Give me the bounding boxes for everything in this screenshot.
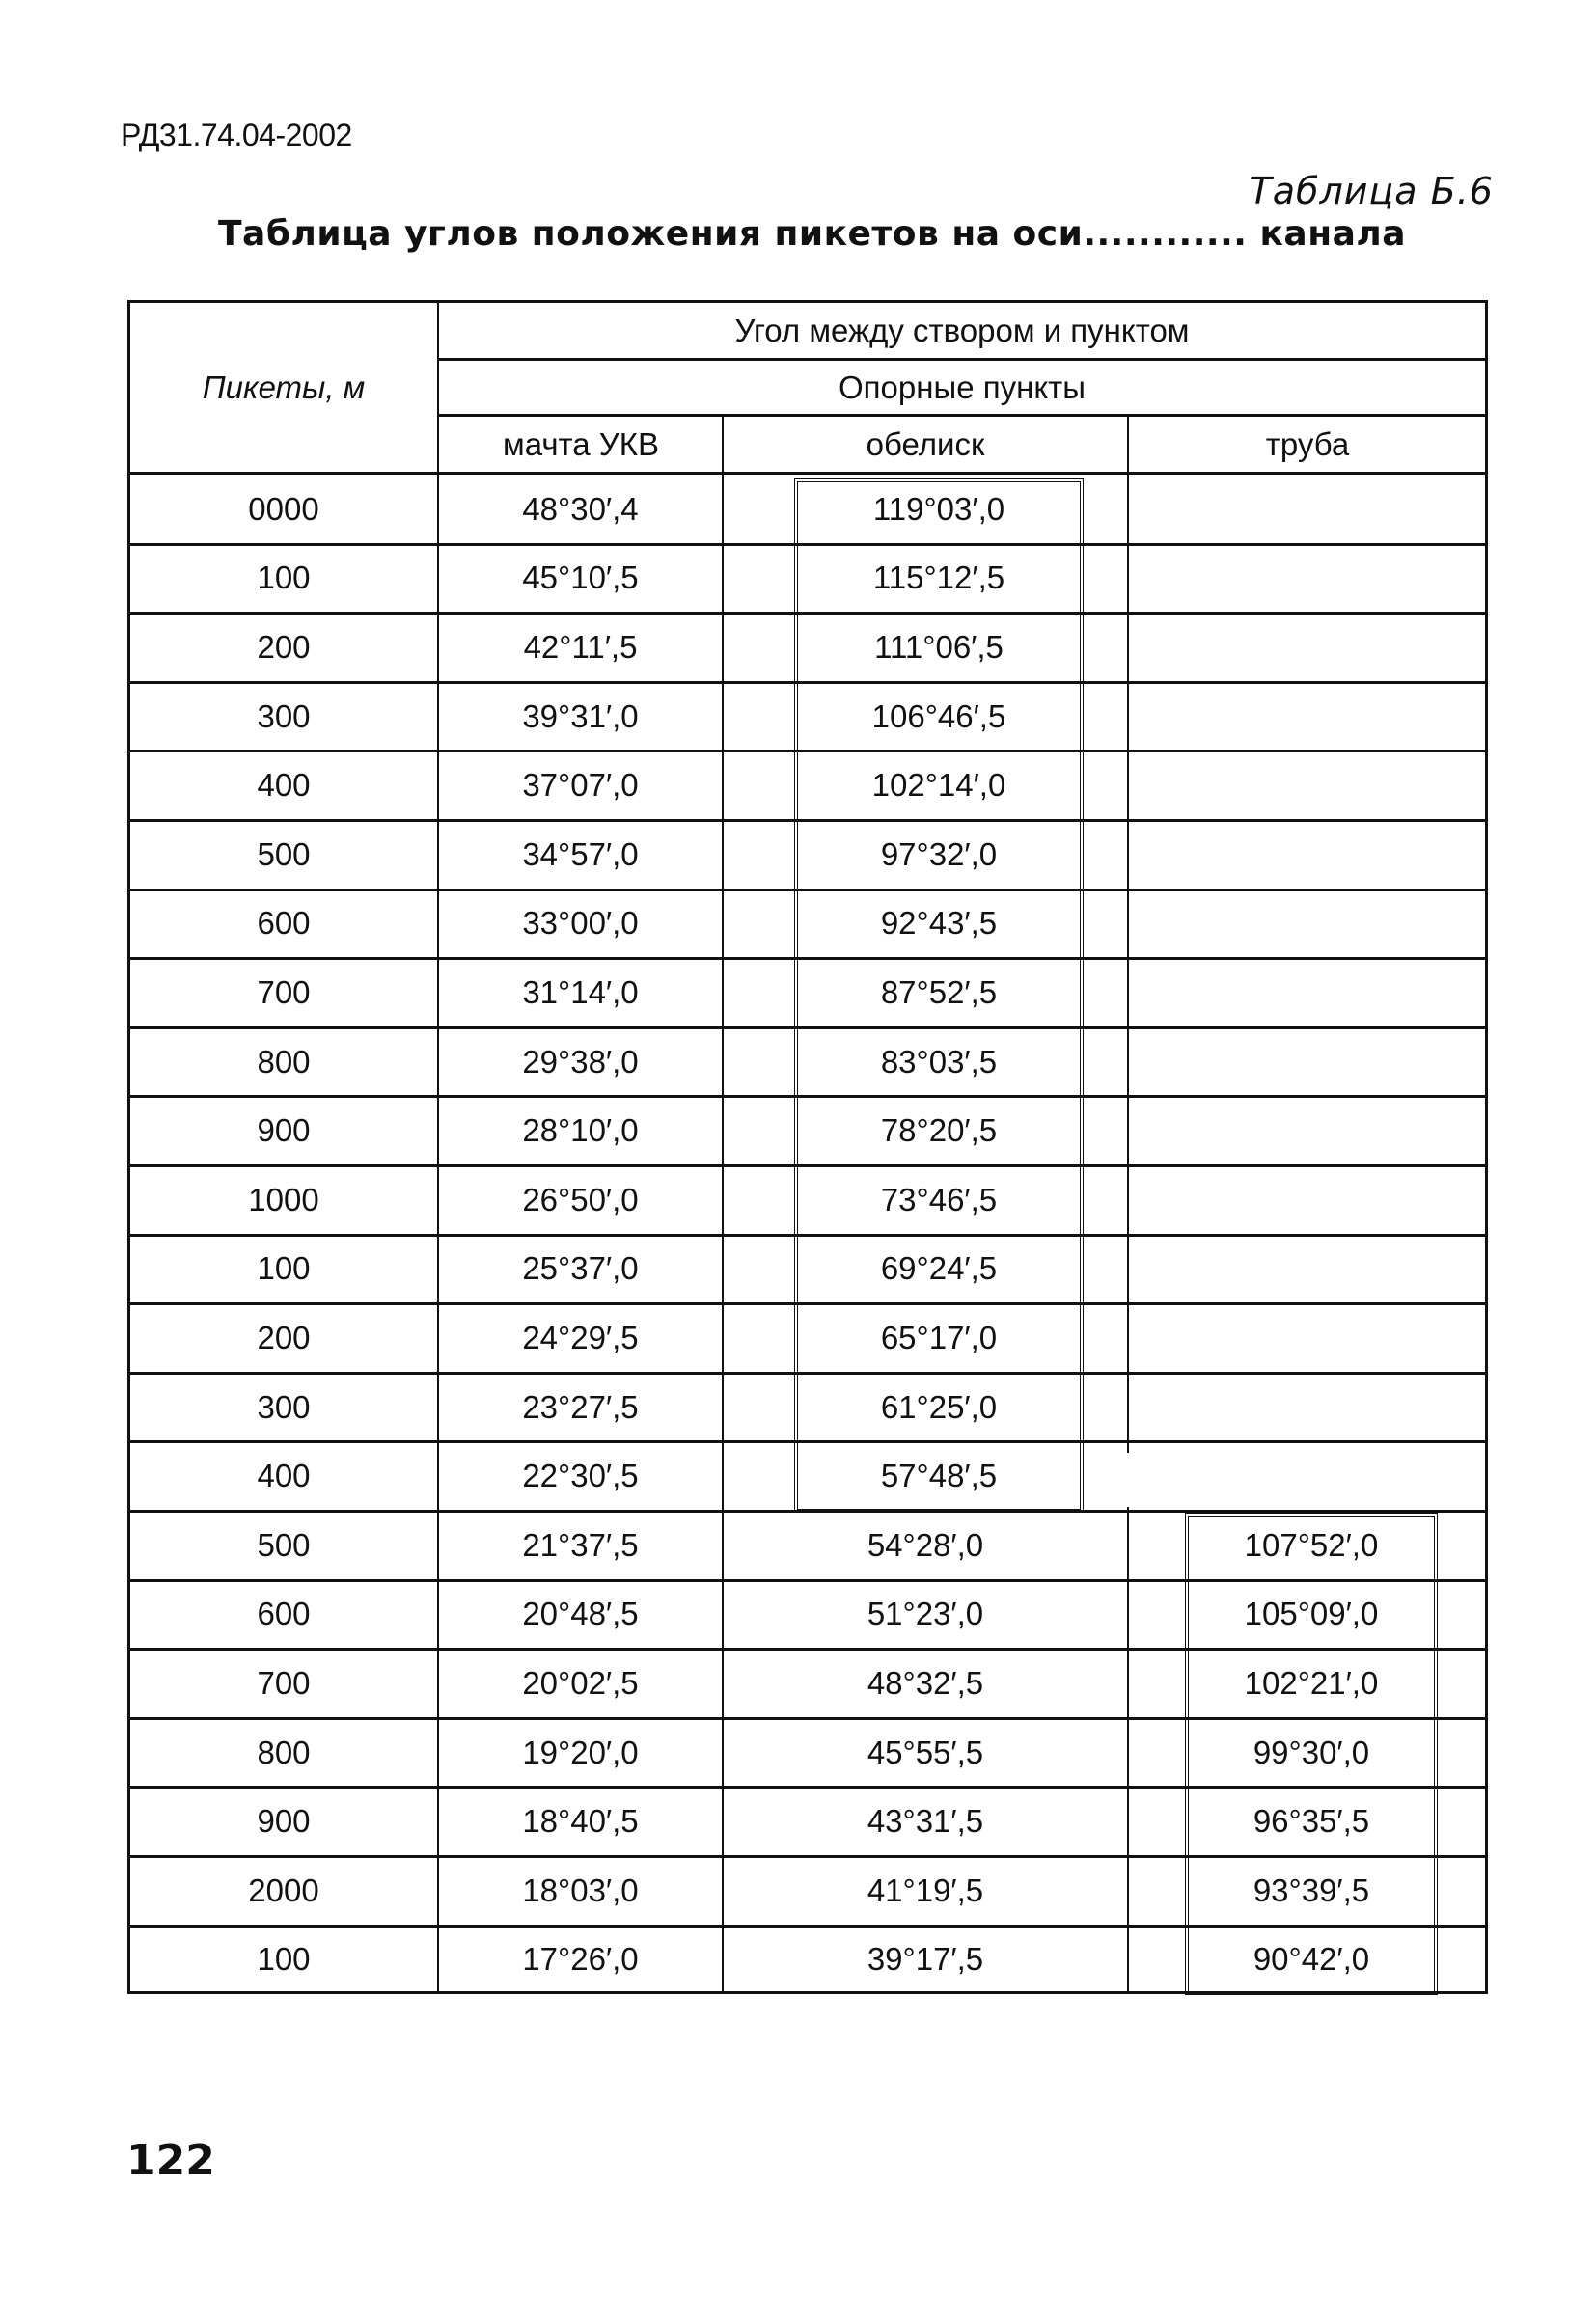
cell-obelisk: 45°55′,5 bbox=[867, 1734, 984, 1770]
cell-pipe: 90°42′,0 bbox=[1252, 1941, 1370, 1978]
cell-obelisk: 102°14′,0 bbox=[871, 767, 1006, 804]
cell-picket: 500 bbox=[257, 1526, 311, 1563]
cell-mast: 21°37′,5 bbox=[522, 1526, 639, 1563]
document-code: РД31.74.04-2002 bbox=[121, 118, 352, 152]
cell-mast: 45°10′,5 bbox=[522, 560, 639, 596]
cell-pipe: 96°35′,5 bbox=[1252, 1803, 1370, 1840]
cell-obelisk: 115°12′,5 bbox=[872, 560, 1005, 596]
cell-obelisk: 78°20′,5 bbox=[880, 1112, 998, 1149]
cell-picket: 100 bbox=[257, 1941, 311, 1978]
cell-mast: 19°20′,0 bbox=[522, 1734, 639, 1770]
cell-picket: 300 bbox=[257, 1388, 311, 1425]
cell-pipe: 93°39′,5 bbox=[1252, 1872, 1370, 1908]
cell-mast: 31°14′,0 bbox=[522, 973, 639, 1010]
cell-mast: 20°02′,5 bbox=[522, 1664, 639, 1701]
cell-obelisk: 65°17′,0 bbox=[880, 1319, 998, 1355]
cell-pipe: 102°21′,0 bbox=[1244, 1664, 1379, 1701]
cell-picket: 100 bbox=[257, 560, 311, 596]
cell-picket: 900 bbox=[257, 1803, 311, 1840]
pipe-highlight-frame bbox=[1185, 1513, 1438, 1995]
cell-obelisk: 41°19′,5 bbox=[867, 1872, 984, 1908]
cell-obelisk: 57°48′,5 bbox=[880, 1458, 998, 1494]
page-number: 122 bbox=[126, 2136, 215, 2185]
divider bbox=[1127, 416, 1129, 1453]
header-reference-group: Опорные пункты bbox=[839, 369, 1086, 405]
cell-mast: 33°00′,0 bbox=[522, 905, 639, 942]
cell-picket: 900 bbox=[257, 1112, 311, 1149]
divider bbox=[438, 358, 1486, 361]
cell-mast: 20°48′,5 bbox=[522, 1596, 639, 1632]
cell-mast: 18°40′,5 bbox=[522, 1803, 639, 1840]
cell-mast: 28°10′,0 bbox=[522, 1112, 639, 1149]
cell-obelisk: 73°46′,5 bbox=[880, 1181, 998, 1217]
cell-picket: 400 bbox=[257, 1458, 311, 1494]
cell-mast: 42°11′,5 bbox=[523, 628, 638, 665]
cell-mast: 18°03′,0 bbox=[522, 1872, 639, 1908]
table-title: Таблица углов положения пикетов на оси............ канала bbox=[218, 214, 1407, 254]
cell-obelisk: 97°32′,0 bbox=[880, 835, 998, 872]
cell-mast: 34°57′,0 bbox=[522, 835, 639, 872]
cell-obelisk: 51°23′,0 bbox=[867, 1596, 984, 1632]
cell-picket: 100 bbox=[257, 1250, 311, 1287]
cell-pipe: 107°52′,0 bbox=[1244, 1526, 1379, 1563]
cell-mast: 39°31′,0 bbox=[522, 697, 639, 734]
obelisk-highlight-frame bbox=[794, 478, 1084, 1513]
cell-picket: 600 bbox=[257, 1596, 311, 1632]
cell-mast: 24°29′,5 bbox=[522, 1319, 639, 1355]
cell-obelisk: 39°17′,5 bbox=[867, 1941, 984, 1978]
cell-picket: 400 bbox=[257, 767, 311, 804]
cell-mast: 26°50′,0 bbox=[522, 1181, 639, 1217]
cell-picket: 200 bbox=[257, 628, 311, 665]
cell-obelisk: 106°46′,5 bbox=[871, 697, 1006, 734]
cell-obelisk: 119°03′,0 bbox=[872, 490, 1005, 527]
cell-obelisk: 111°06′,5 bbox=[874, 628, 1004, 665]
cell-obelisk: 83°03′,5 bbox=[880, 1043, 998, 1080]
cell-picket: 800 bbox=[257, 1043, 311, 1080]
cell-mast: 22°30′,5 bbox=[522, 1458, 639, 1494]
cell-obelisk: 54°28′,0 bbox=[867, 1526, 984, 1563]
cell-obelisk: 69°24′,5 bbox=[880, 1250, 998, 1287]
divider bbox=[438, 414, 1486, 417]
cell-picket: 500 bbox=[257, 835, 311, 872]
cell-obelisk: 43°31′,5 bbox=[867, 1803, 984, 1840]
cell-picket: 700 bbox=[257, 973, 311, 1010]
cell-picket: 200 bbox=[257, 1319, 311, 1355]
cell-picket: 0000 bbox=[248, 490, 319, 527]
table-label: Таблица Б.6 bbox=[1249, 170, 1494, 212]
cell-mast: 48°30′,4 bbox=[522, 490, 639, 527]
header-col-mast: мачта УКВ bbox=[503, 426, 659, 462]
cell-obelisk: 48°32′,5 bbox=[867, 1664, 984, 1701]
cell-mast: 23°27′,5 bbox=[522, 1388, 639, 1425]
header-angle-group: Угол между створом и пунктом bbox=[734, 313, 1190, 348]
header-pickets: Пикеты, м bbox=[202, 369, 366, 405]
cell-picket: 600 bbox=[257, 905, 311, 942]
cell-picket: 300 bbox=[257, 697, 311, 734]
cell-obelisk: 87°52′,5 bbox=[880, 973, 998, 1010]
cell-obelisk: 92°43′,5 bbox=[880, 905, 998, 942]
header-col-obelisk: обелиск bbox=[866, 426, 985, 462]
cell-mast: 17°26′,0 bbox=[522, 1941, 639, 1978]
header-col-pipe: труба bbox=[1265, 426, 1350, 462]
cell-picket: 800 bbox=[257, 1734, 311, 1770]
cell-mast: 29°38′,0 bbox=[522, 1043, 639, 1080]
cell-pipe: 99°30′,0 bbox=[1252, 1734, 1370, 1770]
cell-mast: 25°37′,0 bbox=[522, 1250, 639, 1287]
angles-table bbox=[127, 300, 1488, 1994]
cell-picket: 2000 bbox=[248, 1872, 319, 1908]
cell-picket: 700 bbox=[257, 1664, 311, 1701]
cell-pipe: 105°09′,0 bbox=[1244, 1596, 1379, 1632]
cell-mast: 37°07′,0 bbox=[522, 767, 639, 804]
cell-picket: 1000 bbox=[248, 1181, 319, 1217]
cell-obelisk: 61°25′,0 bbox=[880, 1388, 998, 1425]
